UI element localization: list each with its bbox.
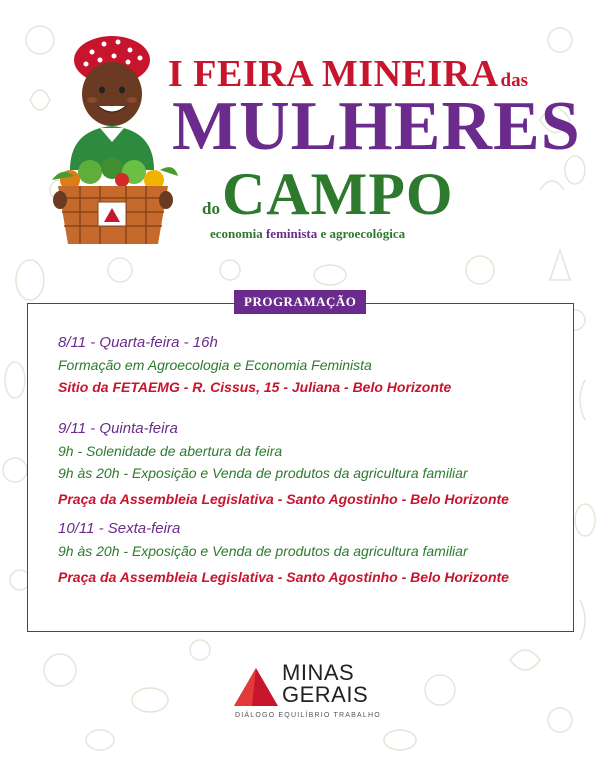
title-line3-do: do	[202, 199, 220, 218]
logo-tagline: DIÁLOGO EQUILÍBRIO TRABALHO	[235, 712, 381, 719]
day-location: Praça da Assembleia Legislativa - Santo Agostinho - Belo Horizonte	[58, 569, 509, 585]
event-subtitle	[210, 226, 405, 242]
day-block-2	[58, 418, 509, 510]
title-line1: I FEIRA MINEIRA	[168, 53, 499, 95]
day-header: 9/11 - Quinta-feira	[58, 420, 178, 437]
day-block-3	[58, 518, 509, 588]
logo-line2: GERAIS	[282, 682, 369, 707]
farmer-woman-illustration	[30, 30, 190, 250]
programacao-label: PROGRAMAÇÃO	[234, 290, 366, 314]
title-line1-das: das	[500, 70, 529, 91]
title-line3: CAMPO	[221, 161, 454, 227]
subtitle-part3: e agroecológica	[317, 226, 406, 241]
day-location: Praça da Assembleia Legislativa - Santo Agostinho - Belo Horizonte	[58, 491, 509, 507]
day-item: 9h - Solenidade de abertura da feira	[58, 443, 283, 459]
subtitle-part2: feminista	[265, 226, 318, 241]
title-line2: MULHERES	[172, 88, 581, 165]
day-location: Sitio da FETAEMG - R. Cissus, 15 - Juliana - Belo Horizonte	[58, 379, 452, 395]
minas-gerais-logo-text	[282, 662, 368, 706]
logo-line1: MINAS	[282, 660, 355, 685]
day-item: 9h às 20h - Exposição e Venda de produtos da agricultura familiar	[58, 543, 468, 559]
day-header: 8/11 - Quarta-feira - 16h	[58, 334, 218, 351]
subtitle-part1: economia	[210, 226, 266, 241]
day-block-1	[58, 332, 451, 398]
day-item: Formação em Agroecologia e Economia Feminista	[58, 357, 372, 373]
day-item: 9h às 20h - Exposição e Venda de produtos da agricultura familiar	[58, 465, 468, 481]
day-header: 10/11 - Sexta-feira	[58, 520, 181, 537]
